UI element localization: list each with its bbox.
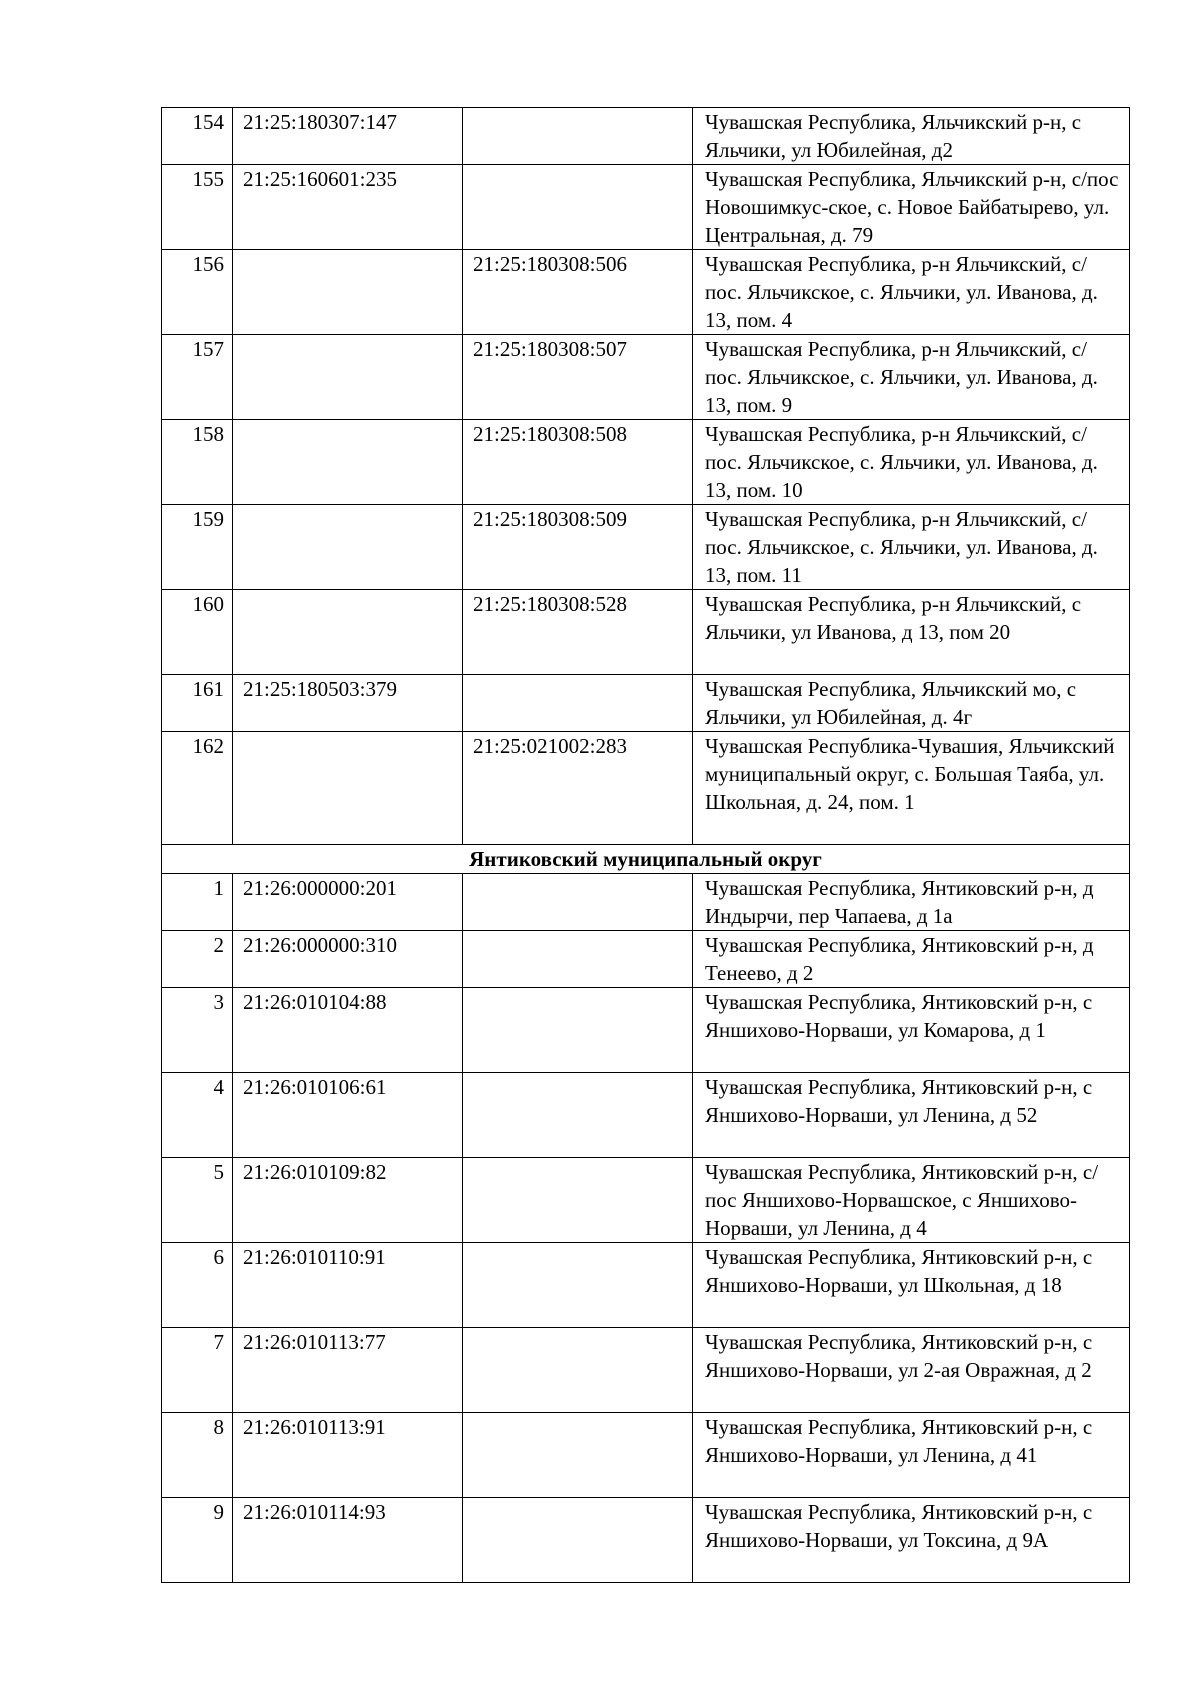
cadastral-number-premises	[463, 1073, 693, 1158]
section-title: Янтиковский муниципальный округ	[162, 845, 1130, 874]
section-header-row	[162, 845, 1130, 874]
address: Чувашская Республика, р-н Яльчикский, с/пос. Яльчикское, с. Яльчики, ул. Иванова, д. 13, пом. 10	[693, 420, 1130, 505]
cadastral-number-premises	[463, 1158, 693, 1243]
cadastral-number-premises: 21:25:180308:507	[463, 335, 693, 420]
row-number: 157	[162, 335, 233, 420]
address: Чувашская Республика, р-н Яльчикский, с Яльчики, ул Иванова, д 13, пом 20	[693, 590, 1130, 675]
cadastral-number-land: 21:25:160601:235	[233, 165, 463, 250]
row-number: 160	[162, 590, 233, 675]
address: Чувашская Республика, Янтиковский р-н, д Индырчи, пер Чапаева, д 1а	[693, 874, 1130, 931]
table-row	[162, 1158, 1130, 1243]
table-row	[162, 108, 1130, 165]
cadastral-number-land: 21:25:180307:147	[233, 108, 463, 165]
address: Чувашская Республика, Янтиковский р-н, с/пос Яншихово-Норвашское, с Яншихово-Норваши, ул Ленина, д 4	[693, 1158, 1130, 1243]
table-row	[162, 505, 1130, 590]
row-number: 3	[162, 988, 233, 1073]
table-row	[162, 335, 1130, 420]
cadastral-number-land	[233, 590, 463, 675]
address: Чувашская Республика, р-н Яльчикский, с/пос. Яльчикское, с. Яльчики, ул. Иванова, д. 13, пом. 4	[693, 250, 1130, 335]
cadastral-number-premises	[463, 988, 693, 1073]
row-number: 159	[162, 505, 233, 590]
row-number: 9	[162, 1498, 233, 1583]
cadastral-number-premises	[463, 1413, 693, 1498]
cadastral-number-land: 21:26:010114:93	[233, 1498, 463, 1583]
table-row	[162, 420, 1130, 505]
row-number: 162	[162, 732, 233, 845]
table-row	[162, 1328, 1130, 1413]
cadastral-number-land: 21:26:010113:91	[233, 1413, 463, 1498]
row-number: 7	[162, 1328, 233, 1413]
cadastral-number-land	[233, 335, 463, 420]
row-number: 5	[162, 1158, 233, 1243]
cadastral-number-premises: 21:25:180308:509	[463, 505, 693, 590]
cadastral-number-premises: 21:25:180308:506	[463, 250, 693, 335]
table-row	[162, 931, 1130, 988]
address: Чувашская Республика, р-н Яльчикский, с/пос. Яльчикское, с. Яльчики, ул. Иванова, д. 13, пом. 9	[693, 335, 1130, 420]
address: Чувашская Республика, Яльчикский р-н, с Яльчики, ул Юбилейная, д2	[693, 108, 1130, 165]
table-row	[162, 165, 1130, 250]
address: Чувашская Республика, Янтиковский р-н, с Яншихово-Норваши, ул Комарова, д 1	[693, 988, 1130, 1073]
table-row	[162, 988, 1130, 1073]
cadastral-number-land: 21:26:010113:77	[233, 1328, 463, 1413]
row-number: 154	[162, 108, 233, 165]
cadastral-number-land: 21:26:010106:61	[233, 1073, 463, 1158]
cadastral-number-land	[233, 505, 463, 590]
address: Чувашская Республика, Яльчикский мо, с Яльчики, ул Юбилейная, д. 4г	[693, 675, 1130, 732]
cadastral-number-land	[233, 420, 463, 505]
cadastral-number-premises	[463, 675, 693, 732]
cadastral-number-premises: 21:25:021002:283	[463, 732, 693, 845]
table-row	[162, 590, 1130, 675]
row-number: 8	[162, 1413, 233, 1498]
address: Чувашская Республика, Янтиковский р-н, д Тенеево, д 2	[693, 931, 1130, 988]
row-number: 158	[162, 420, 233, 505]
cadastral-number-premises	[463, 1498, 693, 1583]
table-row	[162, 1073, 1130, 1158]
cadastral-number-land: 21:26:010110:91	[233, 1243, 463, 1328]
row-number: 2	[162, 931, 233, 988]
address: Чувашская Республика, Янтиковский р-н, с Яншихово-Норваши, ул 2-ая Овражная, д 2	[693, 1328, 1130, 1413]
cadastral-number-land: 21:26:010104:88	[233, 988, 463, 1073]
table-row	[162, 675, 1130, 732]
cadastral-number-land: 21:26:010109:82	[233, 1158, 463, 1243]
row-number: 161	[162, 675, 233, 732]
address: Чувашская Республика, Янтиковский р-н, с Яншихово-Норваши, ул Ленина, д 52	[693, 1073, 1130, 1158]
row-number: 156	[162, 250, 233, 335]
cadastral-number-premises	[463, 108, 693, 165]
cadastral-number-premises	[463, 931, 693, 988]
property-table	[161, 107, 1130, 1583]
cadastral-number-land: 21:25:180503:379	[233, 675, 463, 732]
cadastral-number-land: 21:26:000000:201	[233, 874, 463, 931]
row-number: 4	[162, 1073, 233, 1158]
property-table-body	[162, 108, 1130, 1583]
cadastral-number-premises	[463, 874, 693, 931]
cadastral-number-premises: 21:25:180308:528	[463, 590, 693, 675]
table-row	[162, 874, 1130, 931]
cadastral-number-land: 21:26:000000:310	[233, 931, 463, 988]
cadastral-number-premises	[463, 1243, 693, 1328]
cadastral-number-premises	[463, 165, 693, 250]
table-row	[162, 1243, 1130, 1328]
cadastral-number-premises	[463, 1328, 693, 1413]
table-row	[162, 1413, 1130, 1498]
row-number: 1	[162, 874, 233, 931]
row-number: 155	[162, 165, 233, 250]
table-row	[162, 1498, 1130, 1583]
cadastral-number-premises: 21:25:180308:508	[463, 420, 693, 505]
cadastral-number-land	[233, 732, 463, 845]
table-row	[162, 250, 1130, 335]
cadastral-number-land	[233, 250, 463, 335]
address: Чувашская Республика, Яльчикский р-н, с/пос Новошимкус-ское, с. Новое Байбатырево, ул. Центральная, д. 79	[693, 165, 1130, 250]
address: Чувашская Республика, Янтиковский р-н, с Яншихово-Норваши, ул Ленина, д 41	[693, 1413, 1130, 1498]
row-number: 6	[162, 1243, 233, 1328]
table-row	[162, 732, 1130, 845]
address: Чувашская Республика, Янтиковский р-н, с Яншихово-Норваши, ул Токсина, д 9А	[693, 1498, 1130, 1583]
address: Чувашская Республика, р-н Яльчикский, с/пос. Яльчикское, с. Яльчики, ул. Иванова, д. 13, пом. 11	[693, 505, 1130, 590]
address: Чувашская Республика, Янтиковский р-н, с Яншихово-Норваши, ул Школьная, д 18	[693, 1243, 1130, 1328]
address: Чувашская Республика-Чувашия, Яльчикский муниципальный округ, с. Большая Таяба, ул. Школьная, д. 24, пом. 1	[693, 732, 1130, 845]
